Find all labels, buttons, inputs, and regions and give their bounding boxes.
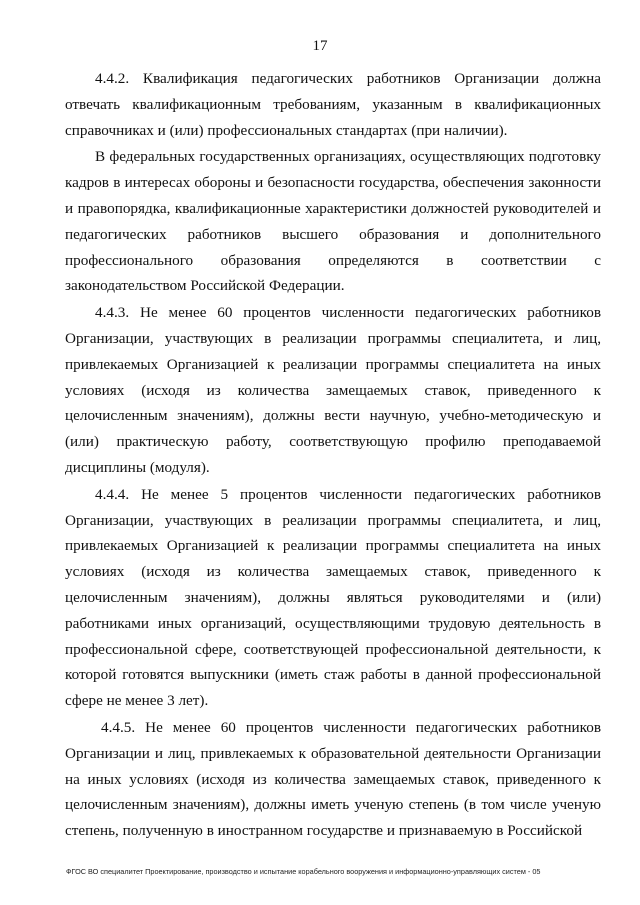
paragraph-4-4-3: 4.4.3. Не менее 60 процентов численности педагогических работников Организации, участвующих в реализации программы специалитета, и лиц, привлекаемых Организацией к реализации программы специалитета на иных условиях (исходя из количества замещаемых ставок, приведенного к целочисленным значениям), должны вести научную, учебно-методическую и (или) практическую работу, соответствующую профилю преподаваемой дисциплины (модуля). [65,304,601,476]
paragraph-4-4-4: 4.4.4. Не менее 5 процентов численности педагогических работников Организации, участвующих в реализации программы специалитета, и лиц, привлекаемых Организацией к реализации программы специалитета на иных условиях (исходя из количества замещаемых ставок, приведенного к целочисленным значениям), должны являться руководителями и (или) работниками иных организаций, осуществляющими трудовую деятельность в профессиональной сфере, соответствующей профессиональной деятельности, к которой готовятся выпускники (иметь стаж работы в данной профессиональной сфере не менее 3 лет). [65,485,601,710]
document-body [65,66,601,845]
paragraph-federal-organizations: В федеральных государственных организациях, осуществляющих подготовку кадров в интересах обороны и безопасности государства, обеспечения законности и правопорядка, квалификационные характеристики должностей руководителей и педагогических работников высшего образования и дополнительного профессионального образования определяются в соответствии с законодательством Российской Федерации. [65,148,601,295]
page-footer: ФГОС ВО специалитет Проектирование, производство и испытание корабельного вооружения и информационно-управляющих систем - 05 [66,867,541,876]
paragraph-4-4-5: 4.4.5. Не менее 60 процентов численности педагогических работников Организации и лиц, привлекаемых к образовательной деятельности Организации на иных условиях (исходя из количества замещаемых ставок, приведенного к целочисленным значениям), должны иметь ученую степень (в том числе ученую степень, полученную в иностранном государстве и признаваемую в Российской [65,718,601,840]
page-number: 17 [312,38,328,54]
paragraph-4-4-2: 4.4.2. Квалификация педагогических работников Организации должна отвечать квалификационным требованиям, указанным в квалификационных справочниках и (или) профессиональных стандартах (при наличии). [65,70,601,139]
